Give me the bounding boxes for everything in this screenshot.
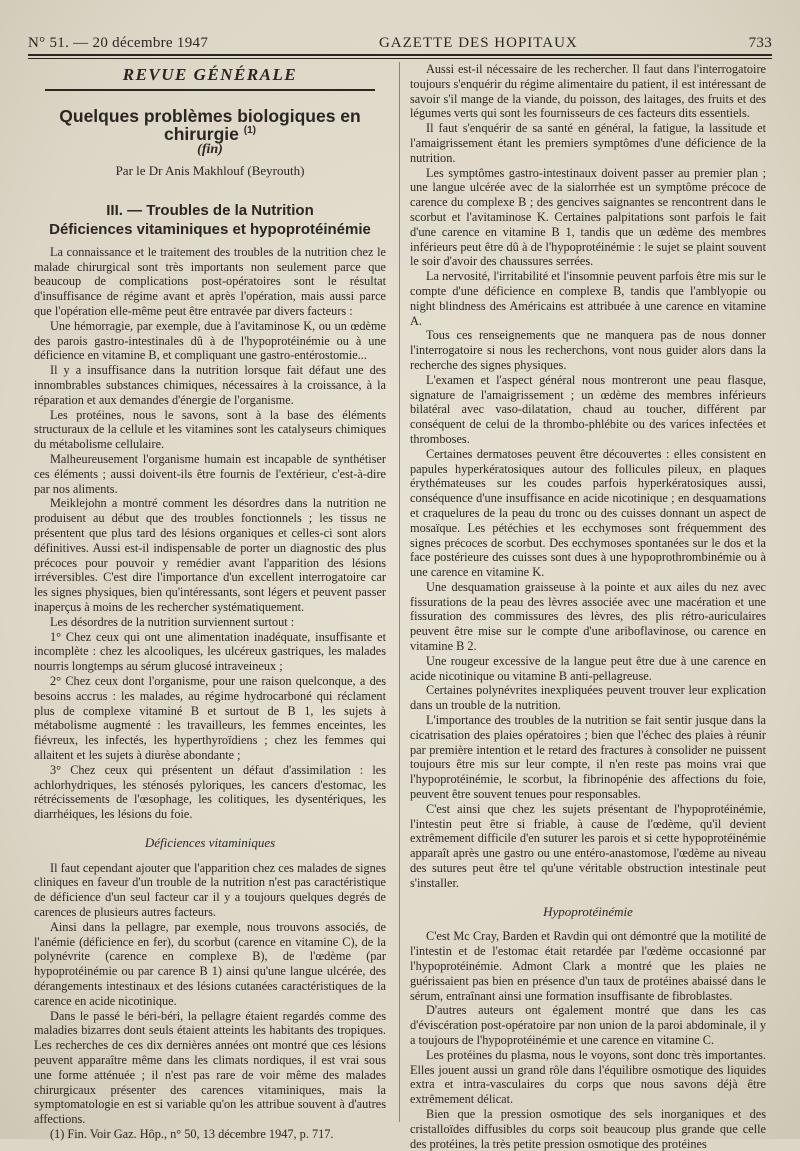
paragraph: C'est ainsi que chez les sujets présentant de l'hypoprotéinémie, l'intestin peut être si friable, à cause de l'œdème, qu'il devient extrêmement difficile d'en suturer les parois et si cette hypoprotéinémie apparaît après une gastro ou une entéro-anastomose, l'œdème au niveau des sutures peut être tel qu'une véritable obstruction intestinale peut s'installer. [410, 801, 766, 890]
journal-title: GAZETTE DES HOPITAUX [378, 35, 578, 51]
paragraph: Malheureusement l'organisme humain est incapable de synthétiser ces éléments ; aussi doivent-ils être fournis de l'extérieur, c'est-à-dire par nos aliments. [34, 451, 386, 496]
right-column [410, 62, 766, 1151]
left-body-text-2 [34, 861, 386, 1127]
paragraph: Il faut s'enquérir de sa santé en général, la fatigue, la lassitude et l'amaigrissement étant les premiers symptômes d'une déficience de la nutrition. [410, 121, 766, 165]
paragraph: Tous ces renseignements que ne manquera pas de nous donner l'interrogatoire si nous les recherchons, vont nous guider alors dans la recherche des signes physiques. [410, 328, 766, 372]
section-title: REVUE GÉNÉRALE [122, 65, 298, 84]
page-number: 733 [748, 35, 772, 51]
paragraph: Une desquamation graisseuse à la pointe et aux ailes du nez avec fissurations de la peau des lèvres associée avec une macération et une fissuration des commissures des lèvres, des plis rétro-auriculaires peuvent être mise sur le compte d'une ariboflavinose, ou carence en vitamine B 2. [410, 579, 766, 654]
paragraph: Certaines dermatoses peuvent être découvertes : elles consistent en papules hyperkératosiques autour des follicules pileux, en plaques érythémateuses sur les coudes parfois hyperkératosiques aussi, conséquence d'une insuffisance en acide nicotinique ; en desquamations et craquelures de la peau du tronc ou des cuisses donnant un aspect de mosaïque. Les pétéchies et les ecchymoses sont fréquemment des signes précoces de scorbut. Des ecchymoses spontanées sur le dos et la face postérieure des cuisses sont dues à une hypoprothrombinémie ou à une carence en vitamine K. [410, 446, 766, 580]
byline: Par le Dr Anis Makhlouf (Beyrouth) [115, 163, 305, 179]
paragraph: Une rougeur excessive de la langue peut être due à une carence en acide nicotinique ou vitamine B anti-pellagreuse. [410, 653, 766, 683]
right-body-text-2 [410, 929, 766, 1151]
paragraph: Aussi est-il nécessaire de les rechercher. Il faut dans l'interrogatoire toujours s'enquérir du régime alimentaire du patient, il est intéressant de savoir s'il mange de la viande, du poisson, des laitages, des fruits et des légumes verts qui sont les fournisseurs de ces facteurs dits essentiels. [410, 62, 766, 121]
left-body-text [34, 245, 386, 822]
section-rule [45, 89, 375, 91]
paragraph: Bien que la pression osmotique des sels inorganiques et des cristalloïdes diffusibles du corps soit beaucoup plus grande que celle des protéines, la très petite pression osmotique des protéines [410, 1106, 766, 1151]
paragraph: La nervosité, l'irritabilité et l'insomnie peuvent parfois être mis sur le compte d'une déficience en complexe B, tandis que l'amblyopie ou night blindness des Américains est attribuée à une carence en vitamine A. [410, 269, 766, 328]
subhead-vitamins: Déficiences vitaminiques [144, 834, 276, 850]
column-divider [399, 62, 400, 1122]
paragraph: La connaissance et le traitement des troubles de la nutrition chez le malade chirurgical sont très importants non seulement parce que beaucoup de complications post-opératoires sont le résultat d'insuffisance de régime avant et après l'opération, mais aussi parce que l'opération elle-même peut être entravée par divers facteurs : [34, 244, 386, 318]
right-body-text [410, 62, 766, 891]
paragraph: Dans le passé le béri-béri, la pellagre étaient regardés comme des maladies bizarres dont seuls étaient atteints les habitants des tropiques. Les recherches de ces dix dernières années ont montré que ces lésions peuvent apparaître même dans les climats nordiques, il est vrai sous une forme atténuée ; il n'est pas rare de voir même des malades chirurgicaux présenter des carences vitaminiques, mais la symptomatologie en est si variable qu'on les attribue souvent à d'autres affections. [34, 1008, 386, 1127]
part-title: III. — Troubles de la Nutrition Déficiences vitaminiques et hypoprotéinémie [49, 201, 371, 238]
article-title: Quelques problèmes biologiques en chirurgie $^{(1)}$ [59, 105, 361, 144]
paragraph: Les protéines, nous le savons, sont à la base des éléments structuraux de la cellule et les vitamines sont les catalyseurs chimiques du métabolisme cellulaire. [34, 407, 386, 452]
paragraph: Certaines polynévrites inexpliquées peuvent trouver leur explication dans un trouble de la nutrition. [410, 683, 766, 713]
paragraph: 1° Chez ceux qui ont une alimentation inadéquate, insuffisante et incomplète : chez les alcooliques, les ulcéreux gastriques, les malades nourris longtemps au sérum glucosé intraveineux ; [34, 629, 386, 674]
paragraph: L'importance des troubles de la nutrition se fait sentir jusque dans la cicatrisation des plaies opératoires ; bien que l'échec des plaies à réunir par première intention et le retard des fractures à consolider ne puissent toujours être mis sur leur compte, il n'en reste pas moins vrai que l'hypoprotéinémie, le scorbut, la fibrinopénie des affections du foie, peuvent être souvent tenues pour responsables. [410, 713, 766, 802]
paragraph: C'est Mc Cray, Barden et Ravdin qui ont démontré que la motilité de l'intestin et de l'estomac était retardée par l'œdème occasionné par l'hypoprotéinémie. Admont Clark a montré que les plaies ne guérissaient pas bien en présence d'un taux de protéines abaissé dans le sérum, entraînant ainsi une formation insuffisante de fibroblastes. [410, 929, 766, 1003]
footnote: (1) Fin. Voir Gaz. Hôp., n° 50, 13 décembre 1947, p. 717. [50, 1127, 334, 1142]
paragraph: 2° Chez ceux dont l'organisme, pour une raison quelconque, a des besoins accrus : les malades, au régime hydrocarboné qui réclament plus de complexe vitaminé B et surtout de B 1, les sujets à métabolisme augmenté : les travailleurs, les femmes enceintes, les fiévreux, les infectés, les hyperthyroïdiens ; chez les femmes qui allaitent et les sujets à diurèse abondante ; [34, 673, 386, 762]
paragraph: L'examen et l'aspect général nous montreront une peau flasque, signature de l'amaigrissement ; un œdème des membres inférieurs bilatéral avec vaso-dilatation, chaud au toucher, différent par conséquent de celui de la thrombo-phlébite ou des varices infectées et thromboses. [410, 372, 766, 446]
paragraph: D'autres auteurs ont également montré que dans les cas d'éviscération post-opératoire par non union de la paroi abdominale, il y a toujours de l'hypoprotéinémie et une carence en vitamine C. [410, 1003, 766, 1047]
paragraph: Une hémorragie, par exemple, due à l'avitaminose K, ou un œdème des parois gastro-intestinales dû à de l'hypoprotéinémie ou à une déficience en vitamine B, et compliquant une gastro-entérostomie... [34, 318, 386, 363]
paragraph: Il y a insuffisance dans la nutrition lorsque fait défaut une des innombrables substances chimiques, nécessaires à la croissance, à la réparation et aux demandes d'énergie de l'organisme. [34, 363, 386, 407]
paragraph: Les symptômes gastro-intestinaux doivent passer au premier plan ; une langue ulcérée avec de la sialorrhée est un symptôme précoce de carence du complexe B ; des gencives saignantes se rencontrent dans le scorbut et l'avitaminose K. Certaines palpitations sont parfois le fait d'une carence en vitamine B 1, tandis que un œdème des membres inférieurs peut être dû à de l'hypoprotéinémie : le sujet se plaint souvent le soir d'avoir des chaussures serrées. [410, 165, 766, 269]
subhead-hypoproteinemia: Hypoprotéinémie [543, 903, 633, 919]
paragraph: 3° Chez ceux qui présentent un défaut d'assimilation : les achlorhydriques, les sténosés pyloriques, les cancers d'estomac, les rétrécissements de l'œsophage, les colitiques, les dysentériques, les diarrhéiques, les lésions du foie. [34, 762, 386, 822]
issue-date: N° 51. — 20 décembre 1947 [28, 35, 209, 51]
header-rule-thin [28, 58, 772, 59]
left-column [34, 66, 386, 1142]
paragraph: Meiklejohn a montré comment les désordres dans la nutrition ne produisent au début que des troubles fonctionnels ; les tissus ne présentent que plus tard des lésions organiques et celles-ci sont alors définitives. Aussi est-il indispensable de porter un diagnostic des plus précoces pour pouvoir y remédier avant l'apparition des lésions irréversibles. C'est dire l'importance d'un excellent interrogatoire car les signes physiques, bien qu'intéressants, sont légers et peuvent passer inaperçus à moins de les rechercher systématiquement. [34, 496, 386, 614]
header-rule [28, 54, 772, 56]
title-footnote-marker: (1) [243, 124, 256, 136]
paragraph: Il faut cependant ajouter que l'apparition chez ces malades de signes cliniques en faveur d'un trouble de la nutrition n'est pas caractéristique de déficience d'un seul facteur car il y a toujours quelques degrés de carences de plusieurs autres facteurs. [34, 860, 386, 920]
paragraph: Les désordres de la nutrition surviennent surtout : [50, 614, 295, 629]
paragraph: Les protéines du plasma, nous le voyons, sont donc très importantes. Elles jouent aussi un grand rôle dans l'équilibre osmotique des liquides extra et intra-vasculaires du corps que nous savons déjà être extrêmement délicat. [410, 1047, 766, 1107]
paragraph: Ainsi dans la pellagre, par exemple, nous trouvons associés, de l'anémie (déficience en fer), du scorbut (carence en vitamine C), de la polynévrite (carence en complexe B), de l'œdème (par hypoprotéinémie ou par carence B 1) ainsi qu'une langue ulcérée, des dérangements intestinaux et des lésions cutanées caractéristiques de la carence en acide nicotinique. [34, 919, 386, 1008]
page-header [28, 30, 772, 52]
article-subtitle: (fin) [197, 142, 223, 158]
